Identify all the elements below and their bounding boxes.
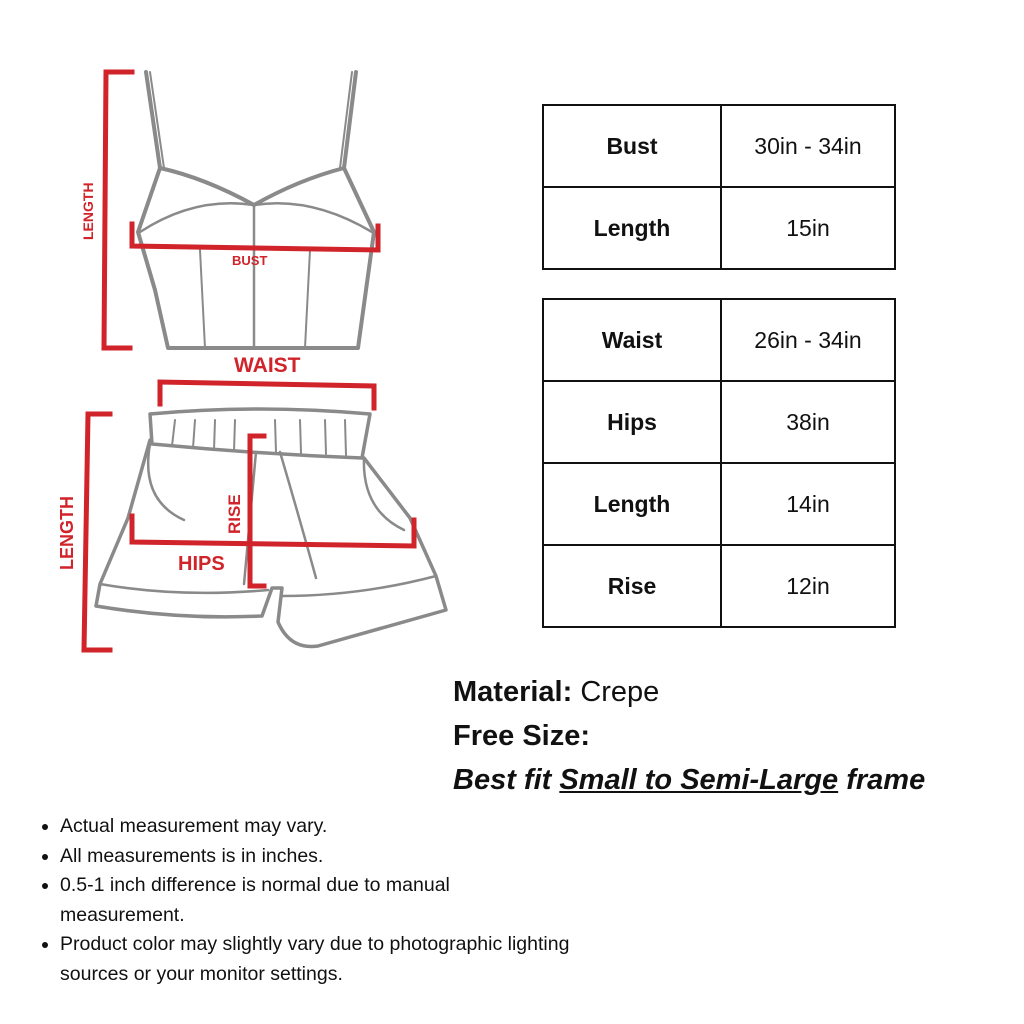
table-row <box>543 381 895 463</box>
table-value: 15in <box>721 187 895 269</box>
list-item: 0.5-1 inch difference is normal due to manual measurement. <box>38 871 578 930</box>
table-label: Rise <box>543 545 721 627</box>
table-value: 30in - 34in <box>721 105 895 187</box>
table-value: 26in - 34in <box>721 299 895 381</box>
table-row <box>543 187 895 269</box>
table-value: 14in <box>721 463 895 545</box>
list-item: Product color may slightly vary due to photographic lighting sources or your monitor settings. <box>38 930 578 989</box>
material-label: Material: <box>453 676 573 708</box>
measurement-notes <box>38 812 578 989</box>
fit-range: Small to Semi-Large <box>559 764 839 796</box>
table-label: Bust <box>543 105 721 187</box>
product-info <box>453 670 925 802</box>
crop-top-sketch <box>138 72 374 348</box>
table-label: Hips <box>543 381 721 463</box>
shorts-sketch <box>96 409 446 647</box>
material-line <box>453 670 925 714</box>
free-size-label: Free Size: <box>453 720 590 752</box>
table-value: 12in <box>721 545 895 627</box>
table-row <box>543 545 895 627</box>
table-label: Length <box>543 463 721 545</box>
fit-prefix: Best fit <box>453 764 560 796</box>
table-value: 38in <box>721 381 895 463</box>
table-label: Waist <box>543 299 721 381</box>
table-label: Length <box>543 187 721 269</box>
shorts-size-table <box>542 298 896 628</box>
list-item: All measurements is in inches. <box>38 842 578 872</box>
table-row <box>543 105 895 187</box>
free-size-line <box>453 714 925 758</box>
material-value: Crepe <box>572 676 660 708</box>
garment-measurement-diagram <box>0 0 520 680</box>
fit-line <box>453 758 925 802</box>
rise-label: RISE <box>225 494 244 534</box>
waist-label: WAIST <box>234 354 301 377</box>
shorts-length-label: LENGTH <box>57 496 77 570</box>
list-item: Actual measurement may vary. <box>38 812 578 842</box>
bust-label: BUST <box>232 253 268 268</box>
table-row <box>543 299 895 381</box>
top-length-label: LENGTH <box>80 182 96 240</box>
hips-label: HIPS <box>178 553 225 575</box>
table-row <box>543 463 895 545</box>
fit-suffix: frame <box>838 764 926 796</box>
top-size-table <box>542 104 896 270</box>
